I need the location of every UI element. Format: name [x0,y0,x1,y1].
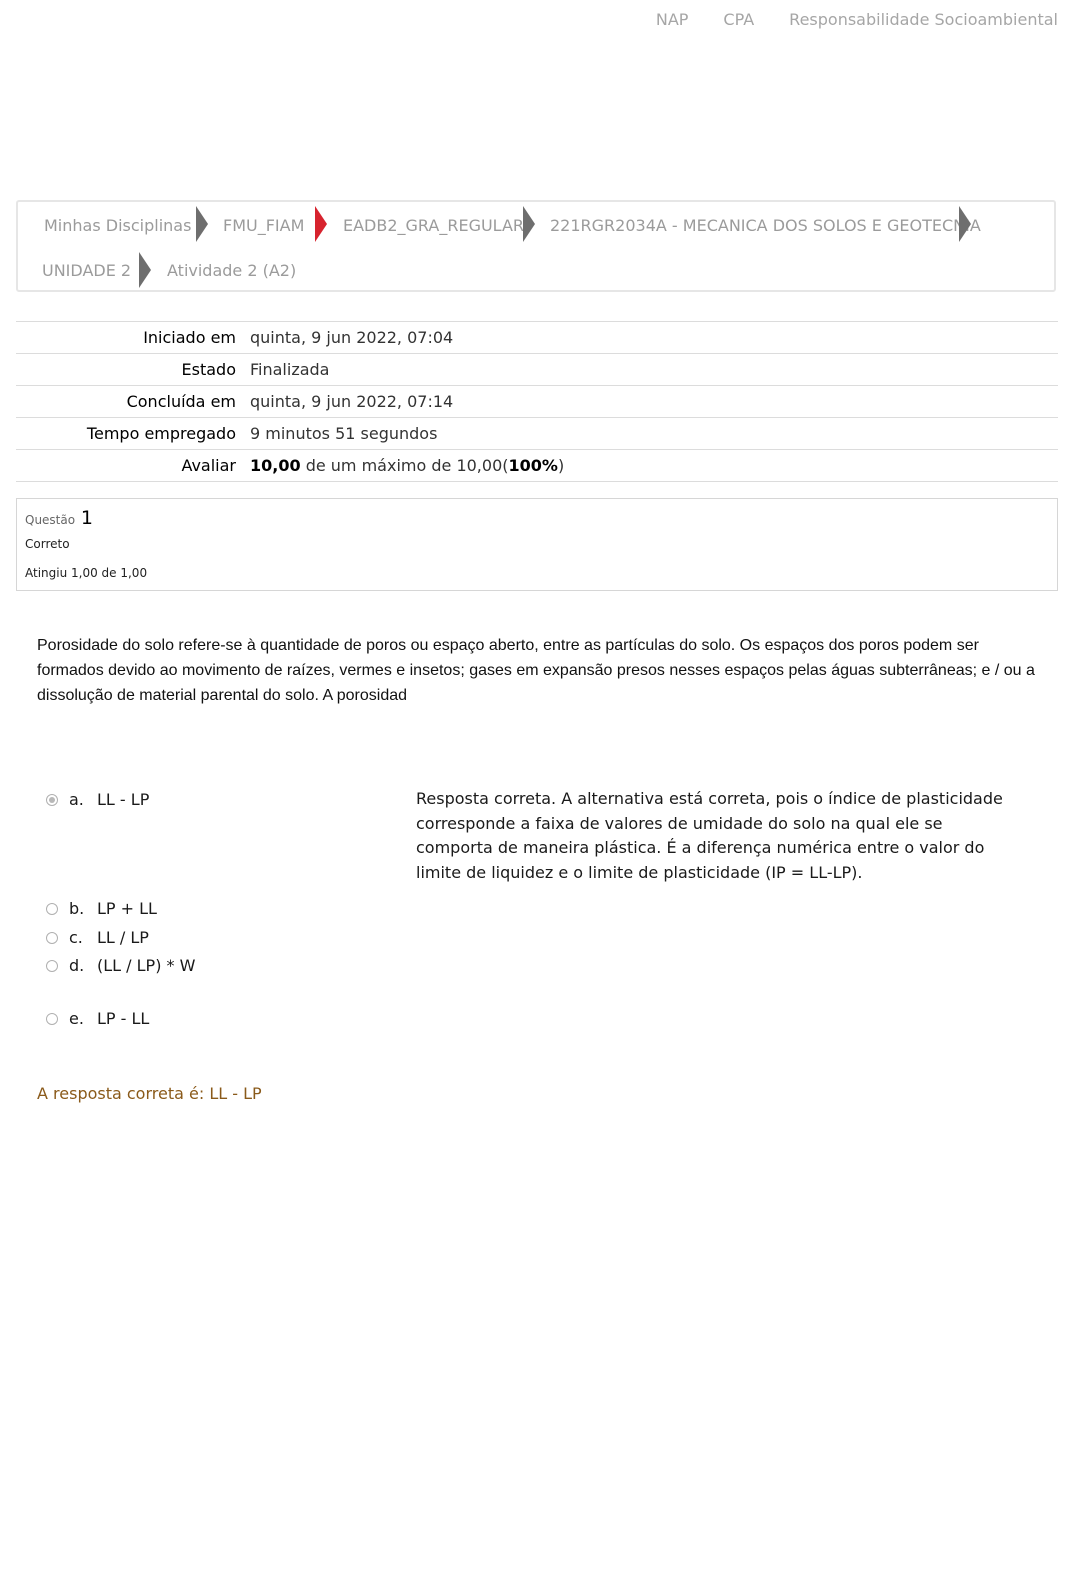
question-grade: Atingiu 1,00 de 1,00 [25,566,148,580]
option-letter: a. [69,790,84,809]
breadcrumb-item-eadb2[interactable]: EADB2_GRA_REGULAR [343,216,525,235]
summary-label: Concluída em [126,392,236,411]
radio-icon[interactable] [46,1013,58,1025]
nav-link-nap[interactable]: NAP [655,10,689,29]
breadcrumb-item-atividade[interactable]: Atividade 2 (A2) [167,261,297,280]
top-navigation [621,10,1058,29]
question-text: Porosidade do solo refere-se à quantidade de poros ou espaço aberto, entre as partículas do solo. Os espaços dos poros podem ser formados devido ao movimento de raízes, vermes e insetos; gases em expansão presos nesses espaços pelas águas subterrâneas; e / ou a dissolução de material parental do solo. A porosidad [37,637,1035,704]
summary-value: quinta, 9 jun 2022, 07:14 [250,392,454,411]
answer-option-b[interactable] [46,899,157,918]
summary-value [244,450,1058,482]
question-number [25,507,93,529]
option-text: LL - LP [97,790,150,809]
summary-label: Tempo empregado [86,424,236,443]
answer-option-c[interactable] [46,928,149,947]
option-text: LL / LP [97,928,149,947]
breadcrumb-separator-icon [959,206,971,242]
breadcrumb-separator-icon [196,206,208,242]
summary-label: Estado [181,360,236,379]
grade-percent: 100% [508,456,558,475]
question-state: Correto [25,537,70,551]
breadcrumb-item-unidade[interactable]: UNIDADE 2 [42,261,132,280]
breadcrumb-separator-active-icon [315,206,327,242]
summary-value: Finalizada [250,360,330,379]
summary-row-started [16,322,1058,354]
radio-icon[interactable] [46,932,58,944]
summary-label: Avaliar [181,456,236,475]
option-letter: d. [69,956,85,975]
breadcrumb-item-course[interactable]: 221RGR2034A - MECANICA DOS SOLOS E GEOTECNIA [550,216,981,235]
option-letter: b. [69,899,85,918]
summary-value: 9 minutos 51 segundos [250,424,438,443]
breadcrumb [16,200,1056,292]
summary-value: quinta, 9 jun 2022, 07:04 [250,328,454,347]
option-text: (LL / LP) * W [97,956,196,975]
option-text: LP - LL [97,1009,150,1028]
summary-row-state [16,354,1058,386]
nav-link-responsabilidade[interactable]: Responsabilidade Socioambiental [789,10,1058,29]
summary-row-completed [16,386,1058,418]
answer-feedback: Resposta correta. A alternativa está correta, pois o índice de plasticidade corresponde a faixa de valores de umidade do solo na qual ele se comporta de maneira plástica. É a diferença numérica entre o valor do limite de liquidez e o limite de plasticidade (IP = LL-LP). [416,789,1003,882]
grade-text-end: ) [557,456,565,475]
breadcrumb-item-minhas-disciplinas[interactable]: Minhas Disciplinas [44,216,192,235]
summary-row-grade [16,450,1058,482]
breadcrumb-separator-icon [523,206,535,242]
right-answer: A resposta correta é: LL - LP [37,1084,262,1103]
option-letter: e. [69,1009,84,1028]
summary-row-time [16,418,1058,450]
grade-text: de um máximo de 10,00( [300,456,509,475]
grade-score: 10,00 [250,456,301,475]
nav-link-cpa[interactable]: CPA [723,10,755,29]
question-label: Questão [25,513,76,527]
radio-selected-icon[interactable] [46,794,58,806]
question-info-box [16,498,1058,591]
breadcrumb-item-fmu-fiam[interactable]: FMU_FIAM [223,216,305,235]
attempt-summary-table [16,321,1058,482]
option-text: LP + LL [97,899,157,918]
summary-label: Iniciado em [143,328,236,347]
answer-option-e[interactable] [46,1009,149,1028]
radio-icon[interactable] [46,960,58,972]
answer-option-a[interactable] [46,790,149,809]
option-letter: c. [69,928,83,947]
question-number-value: 1 [80,507,94,529]
radio-icon[interactable] [46,903,58,915]
breadcrumb-separator-icon [139,252,151,288]
answer-option-d[interactable] [46,956,195,975]
